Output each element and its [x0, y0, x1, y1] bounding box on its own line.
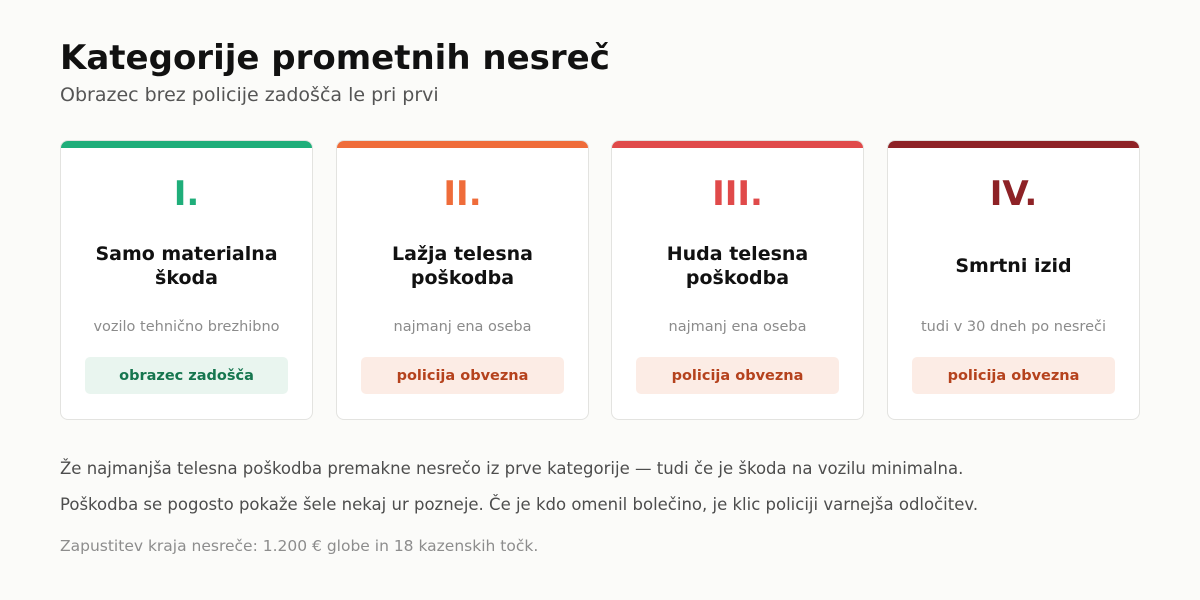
category-description: tudi v 30 dneh po nesreči	[921, 319, 1106, 335]
category-numeral: III.	[712, 174, 763, 214]
category-numeral: II.	[443, 174, 482, 214]
category-name: Smrtni izid	[955, 255, 1072, 277]
category-card-4	[887, 140, 1140, 420]
category-requirement-badge: obrazec zadošča	[85, 357, 288, 394]
info-note-1: Že najmanjša telesna poškodba premakne nesrečo iz prve kategorije — tudi če je škoda na vozilu minimalna.	[60, 459, 964, 478]
info-note-2: Poškodba se pogosto pokaže šele nekaj ur pozneje. Če je kdo omenil bolečino, je klic policiji varnejša odločitev.	[60, 495, 979, 514]
category-cards	[60, 140, 1140, 420]
category-requirement-badge: policija obvezna	[361, 357, 564, 394]
category-requirement-badge: policija obvezna	[912, 357, 1115, 394]
category-description: najmanj ena oseba	[393, 319, 532, 335]
category-numeral: I.	[173, 174, 200, 214]
category-card-1	[60, 140, 313, 420]
category-name: Samo materialna škoda	[95, 243, 278, 289]
category-accent-bar	[61, 141, 312, 148]
category-numeral: IV.	[989, 174, 1038, 214]
category-requirement-badge: policija obvezna	[636, 357, 839, 394]
category-accent-bar	[337, 141, 588, 148]
category-accent-bar	[888, 141, 1139, 148]
category-accent-bar	[612, 141, 863, 148]
category-name: Lažja telesna poškodba	[392, 243, 533, 289]
category-card-3	[611, 140, 864, 420]
footer-penalty-note: Zapustitev kraja nesreče: 1.200 € globe in 18 kazenskih točk.	[60, 537, 539, 555]
category-description: najmanj ena oseba	[668, 319, 807, 335]
category-name: Huda telesna poškodba	[666, 243, 809, 289]
category-card-2	[336, 140, 589, 420]
category-description: vozilo tehnično brezhibno	[93, 319, 280, 335]
page-title: Kategorije prometnih nesreč	[60, 38, 610, 78]
page-subtitle: Obrazec brez policije zadošča le pri prvi	[60, 84, 439, 106]
